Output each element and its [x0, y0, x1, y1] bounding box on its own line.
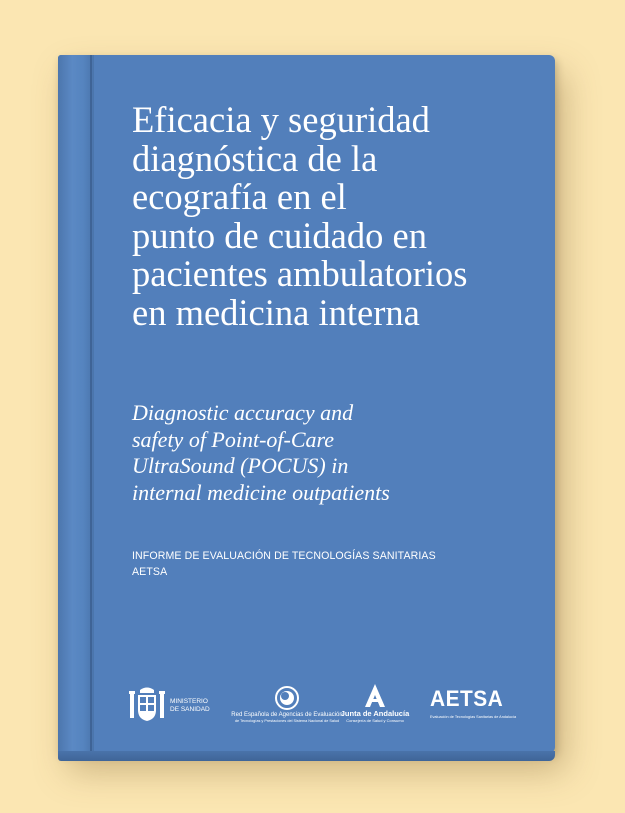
title-line: Eficacia y seguridad	[132, 99, 430, 140]
red-ets-sublabel: de Tecnologías y Prestaciones del Sistema Nacional de Salud	[234, 719, 340, 723]
ministerio-label: MINISTERIO DE SANIDAD	[170, 698, 210, 713]
subtitle-line: UltraSound (POCUS) in	[132, 453, 349, 478]
title-line: en medicina interna	[132, 291, 420, 333]
junta-andalucia-icon	[340, 683, 410, 709]
title-line: diagnóstica de la	[132, 137, 378, 179]
title-line: ecografía en el	[132, 176, 347, 218]
title-line: punto de cuidado en	[132, 214, 427, 256]
title-line: pacientes ambulatorios	[132, 253, 468, 295]
book-pages-edge	[58, 751, 555, 761]
book-spine	[58, 55, 94, 753]
junta-andalucia-logo	[340, 683, 420, 728]
subtitle-line: safety of Point-of-Care	[132, 426, 335, 452]
spine-crease	[90, 55, 92, 753]
book-title	[132, 101, 532, 333]
subtitle-line: internal medicine outpatients	[132, 479, 390, 505]
red-ets-label: Red Española de Agencias de Evaluación	[231, 712, 343, 718]
report-info	[132, 548, 512, 580]
coat-of-arms-icon	[128, 686, 166, 724]
junta-label: Junta de Andalucía	[340, 709, 410, 718]
red-ets-logo	[222, 686, 352, 726]
aetsa-sublabel: Evaluación de Tecnologías Sanitarias de Andalucía	[430, 715, 517, 719]
subtitle-line: Diagnostic accuracy and	[132, 400, 354, 425]
aetsa-mark: AETSA	[430, 686, 504, 711]
aetsa-logo	[430, 686, 517, 726]
report-type: INFORME DE EVALUACIÓN DE TECNOLOGÍAS SANITARIAS	[132, 550, 436, 562]
junta-sublabel: Consejería de Salud y Consumo	[346, 718, 404, 723]
agency-name: AETSA	[132, 566, 168, 578]
ministerio-sanidad-logo	[128, 686, 218, 726]
book-subtitle	[132, 400, 512, 506]
red-ets-icon	[222, 686, 352, 712]
